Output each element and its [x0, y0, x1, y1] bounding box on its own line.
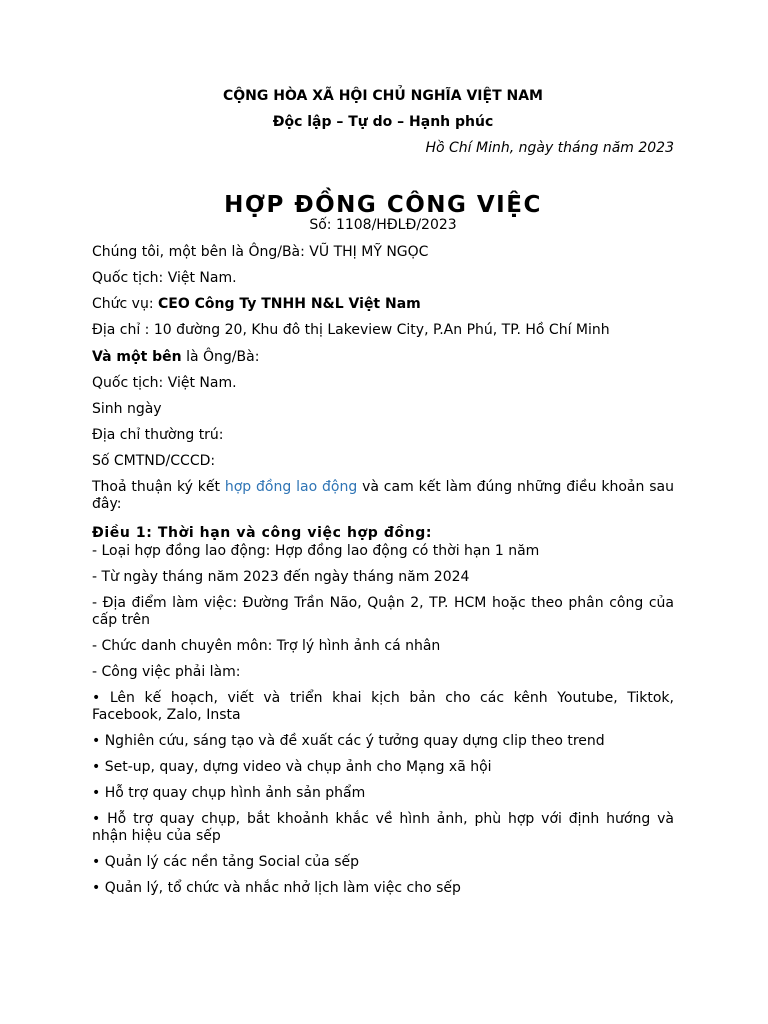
labor-contract-link[interactable]: hợp đồng lao động [224, 479, 358, 495]
workplace: - Địa điểm làm việc: Đường Trần Não, Quận 2, TP. HCM hoặc theo phân công của cấp trên [92, 595, 674, 628]
duty-item: • Set-up, quay, dựng video và chụp ảnh cho Mạng xã hội [92, 759, 492, 775]
job-title: - Chức danh chuyên môn: Trợ lý hình ảnh cá nhân [92, 638, 441, 654]
party-b-nationality: Quốc tịch: Việt Nam. [92, 375, 237, 391]
article-1-heading: Điều 1: Thời hạn và công việc hợp đồng: [92, 525, 433, 541]
party-a-nationality: Quốc tịch: Việt Nam. [92, 270, 237, 286]
duty-item: • Hỗ trợ quay chụp hình ảnh sản phẩm [92, 785, 366, 801]
duties-label: - Công việc phải làm: [92, 664, 241, 680]
agreement-after-link: và cam kết làm đúng những điều khoản sau đây: [92, 479, 674, 512]
party-a-position [92, 296, 421, 313]
agreement-before-link: Thoả thuận ký kết [92, 479, 225, 495]
duty-item: • Quản lý, tổ chức và nhắc nhở lịch làm việc cho sếp [92, 880, 461, 896]
party-b-intro-bold: Và một bên [92, 349, 182, 365]
party-a-address: Địa chỉ : 10 đường 20, Khu đô thị Lakeview City, P.An Phú, TP. Hồ Chí Minh [92, 322, 610, 338]
nation-header: CỘNG HÒA XÃ HỘI CHỦ NGHĨA VIỆT NAM [222, 88, 543, 104]
position-value: CEO Công Ty TNHH N&L Việt Nam [158, 296, 421, 312]
party-b-birth: Sinh ngày [92, 401, 162, 417]
party-b-id-card: Số CMTND/CCCD: [92, 453, 216, 469]
place-date: Hồ Chí Minh, ngày tháng năm 2023 [425, 140, 674, 156]
motto: Độc lập – Tự do – Hạnh phúc [272, 114, 494, 130]
document-number: Số: 1108/HĐLĐ/2023 [309, 217, 457, 233]
contract-type: - Loại hợp đồng lao động: Hợp đồng lao động có thời hạn 1 năm [92, 543, 540, 559]
document-title: HỢP ĐỒNG CÔNG VIỆC [224, 192, 542, 218]
party-a-intro: Chúng tôi, một bên là Ông/Bà: VŨ THỊ MỸ NGỌC [92, 244, 429, 260]
party-b-intro [92, 349, 259, 366]
position-label: Chức vụ: [92, 296, 158, 312]
agreement-paragraph [92, 479, 674, 513]
duty-item: • Lên kế hoạch, viết và triển khai kịch bản cho các kênh Youtube, Tiktok, Facebook, Zalo, Insta [92, 690, 674, 723]
duty-item: • Nghiên cứu, sáng tạo và đề xuất các ý tưởng quay dựng clip theo trend [92, 733, 605, 749]
party-b-residence: Địa chỉ thường trú: [92, 427, 224, 443]
party-b-intro-rest: là Ông/Bà: [181, 349, 260, 365]
duty-item: • Hỗ trợ quay chụp, bắt khoảnh khắc về hình ảnh, phù hợp với định hướng và nhận hiệu của sếp [92, 811, 674, 844]
contract-period: - Từ ngày tháng năm 2023 đến ngày tháng năm 2024 [92, 569, 470, 585]
duty-item: • Quản lý các nền tảng Social của sếp [92, 854, 359, 870]
